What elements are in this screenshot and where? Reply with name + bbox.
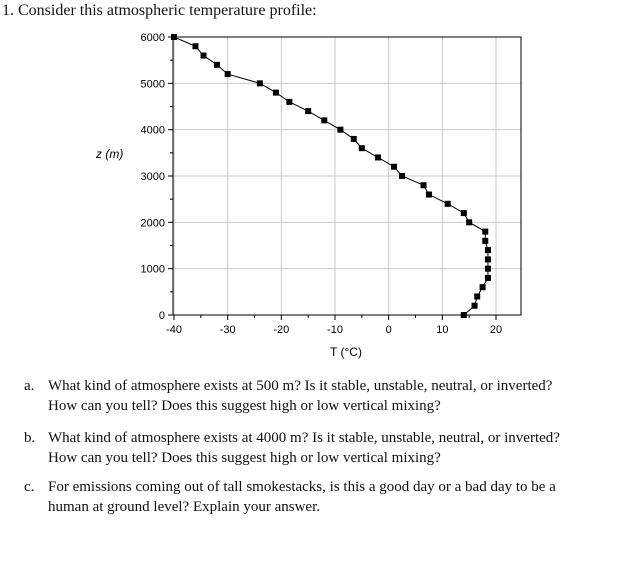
data-point: [214, 62, 220, 68]
data-point: [482, 238, 488, 244]
x-tick-label: 10: [436, 324, 449, 336]
data-point: [485, 247, 491, 253]
question-title: 1. Consider this atmospheric temperature profile:: [2, 2, 317, 19]
data-point: [482, 229, 488, 235]
data-point: [201, 53, 207, 59]
data-point: [399, 173, 405, 179]
data-point: [480, 284, 486, 290]
y-tick-label: 5000: [140, 78, 165, 91]
data-point: [273, 90, 279, 96]
data-point: [321, 117, 327, 123]
data-point: [445, 201, 451, 207]
question-b-line1: What kind of atmosphere exists at 4000 m? Is it stable, unstable, neutral, or inverted?: [48, 430, 560, 446]
data-point: [466, 219, 472, 225]
data-point: [375, 154, 381, 160]
data-point: [171, 34, 177, 40]
data-point: [286, 99, 292, 105]
y-tick-label: 0: [158, 310, 165, 322]
x-tick-label: -10: [327, 324, 343, 336]
question-a-line1: What kind of atmosphere exists at 500 m? Is it stable, unstable, neutral, or inverted?: [48, 378, 553, 394]
question-a-line2: How can you tell? Does this suggest high or low vertical mixing?: [48, 398, 441, 414]
data-point: [337, 127, 343, 133]
y-tick-label: 4000: [140, 124, 165, 137]
data-point: [351, 136, 357, 142]
data-point: [461, 312, 467, 318]
question-c-label: c.: [24, 479, 35, 495]
data-point: [426, 192, 432, 198]
data-point: [474, 293, 480, 299]
data-point: [472, 303, 478, 309]
data-point: [225, 71, 231, 77]
question-c: [24, 477, 614, 517]
y-tick-label: 3000: [140, 171, 165, 183]
y-tick-label: 2000: [140, 217, 165, 230]
x-tick-label: 20: [489, 324, 503, 336]
grid: [173, 37, 521, 315]
question-b-label: b.: [24, 430, 36, 446]
data-point: [192, 43, 198, 49]
data-point: [461, 210, 467, 216]
x-tick-label: -20: [273, 324, 290, 336]
y-axis-label: z (m): [96, 147, 124, 161]
data-point: [391, 164, 397, 170]
question-b-line2: How can you tell? Does this suggest high or low vertical mixing?: [48, 450, 441, 466]
data-point: [485, 256, 491, 262]
x-tick-label: 0: [385, 324, 392, 336]
x-axis-label: T (°C): [330, 345, 362, 359]
y-tick-label: 6000: [140, 32, 165, 44]
question-a: [24, 376, 614, 416]
y-axis-ticks: [141, 32, 173, 322]
x-tick-label: -30: [219, 324, 236, 336]
question-c-line2: human at ground level? Explain your answer.: [48, 499, 321, 515]
question-b: [24, 428, 614, 468]
data-point: [421, 182, 427, 188]
data-point: [485, 275, 491, 281]
x-tick-label: -40: [166, 324, 182, 336]
y-tick-label: 1000: [140, 263, 165, 276]
data-point: [485, 266, 491, 272]
data-point: [359, 145, 365, 151]
question-a-label: a.: [24, 378, 35, 394]
x-axis-ticks: [166, 315, 502, 336]
data-point: [257, 80, 263, 86]
data-point: [305, 108, 311, 114]
question-c-line1: For emissions coming out of tall smokestacks, is this a good day or a bad day to be a: [48, 479, 556, 495]
